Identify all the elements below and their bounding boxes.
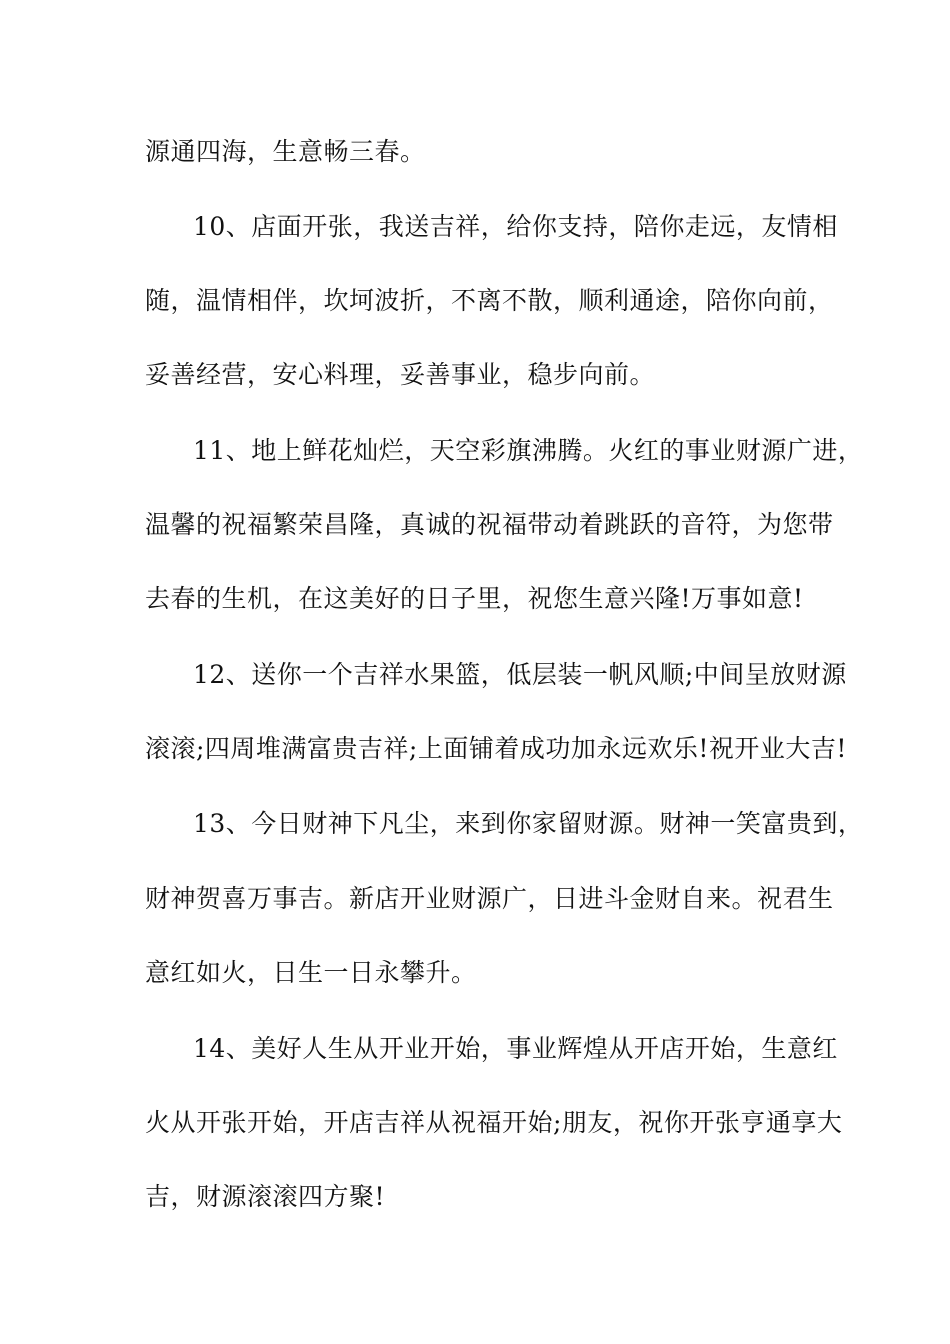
paragraph-13-first-line: 13、今日财神下凡尘，来到你家留财源。财神一笑富贵到，	[193, 809, 864, 838]
text-line: 去春的生机，在这美好的日子里，祝您生意兴隆!万事如意!	[145, 584, 804, 613]
text-line: 意红如火，日生一日永攀升。	[145, 958, 477, 987]
text-line: 源通四海，生意畅三春。	[145, 137, 426, 166]
paragraph-11-first-line: 11、地上鲜花灿烂，天空彩旗沸腾。火红的事业财源广进，	[193, 436, 864, 465]
text-line: 吉，财源滚滚四方聚!	[145, 1182, 386, 1211]
text-line: 温馨的祝福繁荣昌隆，真诚的祝福带动着跳跃的音符，为您带	[145, 510, 834, 539]
text-line: 财神贺喜万事吉。新店开业财源广，日进斗金财自来。祝君生	[145, 884, 834, 913]
text-line: 随，温情相伴，坎坷波折，不离不散，顺利通途，陪你向前，	[145, 286, 834, 315]
text-line: 妥善经营，安心料理，妥善事业，稳步向前。	[145, 360, 656, 389]
paragraph-10-first-line: 10、店面开张，我送吉祥，给你支持，陪你走远，友情相	[193, 212, 838, 241]
paragraph-14-first-line: 14、美好人生从开业开始，事业辉煌从开店开始，生意红	[193, 1034, 838, 1063]
text-line: 火从开张开始，开店吉祥从祝福开始;朋友，祝你开张亨通享大	[145, 1108, 843, 1137]
paragraph-12-first-line: 12、送你一个吉祥水果篮，低层装一帆风顺;中间呈放财源	[193, 660, 847, 689]
text-line: 滚滚;四周堆满富贵吉祥;上面铺着成功加永远欢乐!祝开业大吉!	[145, 734, 847, 763]
